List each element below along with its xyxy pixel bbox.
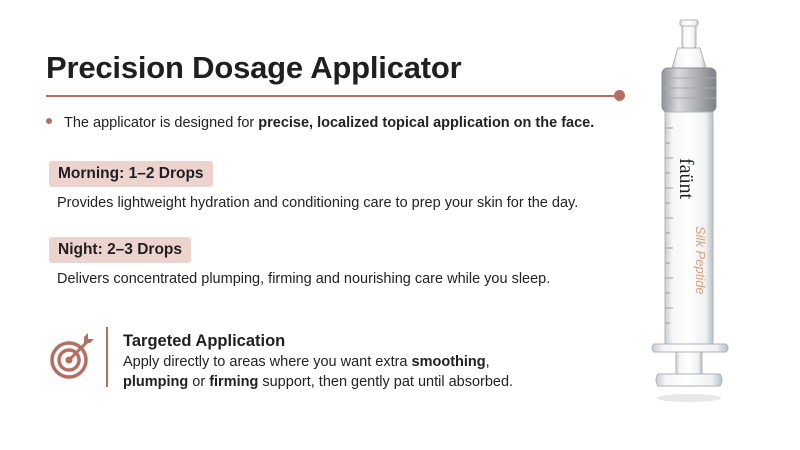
morning-label: Morning: 1–2 Drops <box>49 161 213 187</box>
targeted-text-part4: support, then gently pat until absorbed. <box>258 374 514 390</box>
targeted-text-part1: Apply directly to areas where you want extra <box>123 354 412 370</box>
syringe-brand-text: faünt <box>675 158 697 200</box>
title-rule <box>46 95 618 97</box>
intro-text-bold: precise, localized topical application on the face. <box>258 115 595 131</box>
bullet-dot <box>46 118 52 124</box>
targeted-bold-firming: firming <box>209 374 259 390</box>
target-arrow-icon <box>48 333 98 383</box>
targeted-text-part2: , <box>485 354 490 370</box>
targeted-text-part3: or <box>188 374 210 390</box>
syringe-applicator-image <box>640 18 740 413</box>
targeted-title: Targeted Application <box>123 332 286 350</box>
syringe-product-name: Silk Peptide <box>693 226 708 295</box>
intro-bullet <box>46 115 594 131</box>
night-description: Delivers concentrated plumping, firming and nourishing care while you sleep. <box>57 271 551 287</box>
targeted-bold-smoothing: smoothing <box>411 354 486 370</box>
targeted-text <box>123 352 563 392</box>
intro-text: The applicator is designed for <box>64 115 259 131</box>
night-label: Night: 2–3 Drops <box>49 237 191 263</box>
page-title: Precision Dosage Applicator <box>46 50 462 85</box>
morning-description: Provides lightweight hydration and conditioning care to prep your skin for the day. <box>57 195 579 211</box>
targeted-bold-plumping: plumping <box>123 374 189 390</box>
title-rule-dot <box>614 90 625 101</box>
target-divider <box>106 327 108 387</box>
